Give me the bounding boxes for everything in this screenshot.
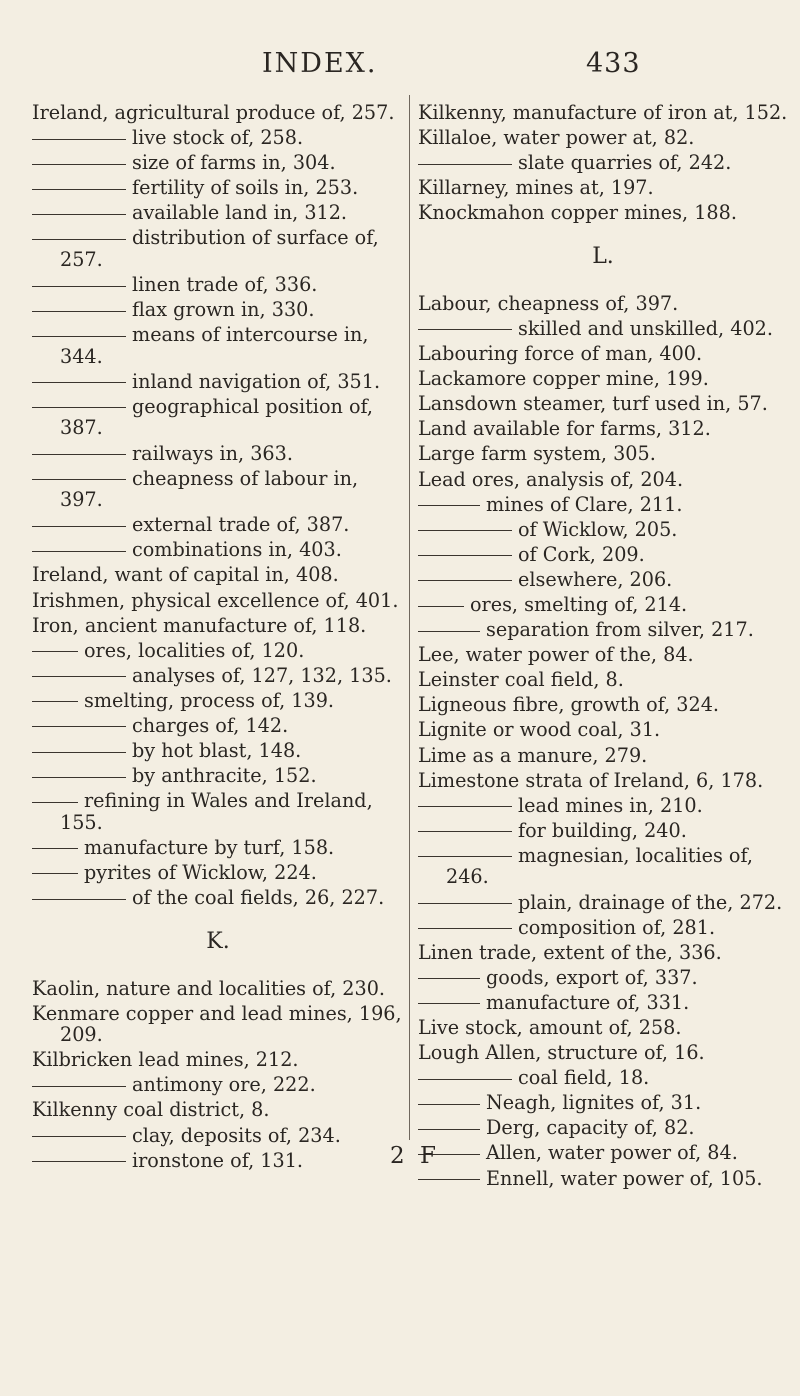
index-entry-text: antimony ore, 222. (132, 1073, 316, 1097)
index-entry (418, 343, 788, 365)
index-entry (418, 694, 788, 716)
index-entry (418, 942, 788, 964)
ditto-dash (32, 239, 126, 240)
index-entry-text: inland navigation of, 351. (132, 369, 381, 393)
section-letter: K. (206, 928, 230, 954)
index-entry-text: ores, localities of, 120. (84, 638, 305, 662)
page-header (0, 48, 800, 88)
index-entry (32, 1125, 404, 1147)
ditto-dash (418, 329, 512, 330)
index-entry-text: railways in, 363. (132, 441, 293, 465)
index-entry-text: Kilbricken lead mines, 212. (32, 1048, 299, 1072)
index-entry (418, 745, 788, 767)
index-entry-text: magnesian, localities of, 246. (446, 843, 753, 889)
ditto-dash (32, 1086, 126, 1087)
index-entry-text: coal field, 18. (518, 1066, 650, 1090)
index-entry (32, 590, 404, 612)
index-entry (32, 539, 404, 561)
index-entry-text: live stock of, 258. (132, 126, 304, 150)
index-entry (32, 740, 404, 762)
index-entry (32, 1099, 404, 1121)
index-entry-text: by hot blast, 148. (132, 739, 302, 763)
ditto-dash (32, 336, 126, 337)
index-entry-text: Large farm system, 305. (418, 442, 656, 466)
index-entry (32, 1049, 404, 1071)
index-entry-text: fertility of soils in, 253. (132, 176, 359, 200)
ditto-dash (32, 164, 126, 165)
index-entry-text: Kilkenny coal district, 8. (32, 1098, 270, 1122)
index-entry-text: Irishmen, physical excellence of, 401. (32, 588, 399, 612)
ditto-dash (418, 555, 512, 556)
index-entry (32, 690, 404, 712)
ditto-dash (32, 777, 126, 778)
ditto-dash (418, 1129, 480, 1130)
index-entry (418, 917, 788, 939)
index-entry (418, 1142, 788, 1164)
ditto-dash (418, 928, 512, 929)
index-entry-text: separation from silver, 217. (486, 618, 754, 642)
index-entry-text: mines of Clare, 211. (486, 492, 683, 516)
ditto-dash (418, 631, 480, 632)
index-entry (32, 790, 404, 833)
index-entry (32, 640, 404, 662)
index-entry-text: Kaolin, nature and localities of, 230. (32, 976, 386, 1000)
index-entry (418, 202, 788, 224)
index-entry (418, 393, 788, 415)
left-index-column (32, 102, 404, 1175)
index-entry-text: Kilkenny, manufacture of iron at, 152. (418, 101, 788, 124)
index-entry-text: of the coal fields, 26, 227. (132, 886, 385, 910)
index-entry-text: analyses of, 127, 132, 135. (132, 663, 392, 687)
ditto-dash (418, 606, 464, 607)
index-entry (32, 978, 404, 1000)
index-entry (32, 887, 404, 909)
ditto-dash (32, 189, 126, 190)
ditto-dash (32, 802, 78, 803)
ditto-dash (32, 214, 126, 215)
index-entry-text: refining in Wales and Ireland, 155. (60, 789, 373, 834)
index-entry (32, 564, 404, 586)
column-divider (409, 95, 410, 1140)
index-entry-text: lead mines in, 210. (518, 793, 703, 817)
ditto-dash (418, 505, 480, 506)
index-entry-text: Land available for farms, 312. (418, 417, 711, 441)
index-entry (418, 770, 788, 792)
index-entry (32, 324, 404, 367)
index-entry-text: Ireland, want of capital in, 408. (32, 563, 339, 587)
index-entry-text: Killaloe, water power at, 82. (418, 126, 695, 150)
ditto-dash (32, 526, 126, 527)
index-entry-text: means of intercourse in, 344. (60, 323, 369, 368)
index-entry-text: cheapness of labour in, 397. (60, 466, 359, 512)
index-entry (32, 715, 404, 737)
index-entry-text: Killarney, mines at, 197. (418, 176, 654, 200)
index-entry (418, 102, 788, 124)
index-entry-text: Derg, capacity of, 82. (486, 1116, 695, 1140)
ditto-dash (418, 978, 480, 979)
index-entry-text: elsewhere, 206. (518, 567, 673, 591)
index-entry (418, 152, 788, 174)
index-entry (418, 1042, 788, 1064)
ditto-dash (32, 726, 126, 727)
ditto-dash (32, 407, 126, 408)
ditto-dash (418, 831, 512, 832)
index-entry (32, 202, 404, 224)
index-entry (418, 569, 788, 591)
index-entry (418, 795, 788, 817)
section-letter: L. (592, 243, 614, 269)
index-entry-text: Ireland, agricultural produce of, 257. (32, 101, 395, 124)
index-entry-text: of Cork, 209. (518, 542, 645, 566)
ditto-dash (32, 139, 126, 140)
index-entry-text: Ligneous fibre, growth of, 324. (418, 693, 720, 717)
ditto-dash (418, 903, 512, 904)
ditto-dash (418, 1003, 480, 1004)
index-entry (32, 1150, 404, 1172)
index-entry (418, 1117, 788, 1139)
index-entry-text: distribution of surface of, 257. (60, 226, 379, 271)
index-entry-text: Lee, water power of the, 84. (418, 643, 694, 667)
index-entry (32, 468, 404, 511)
ditto-dash (418, 530, 512, 531)
index-entry (32, 396, 404, 439)
ditto-dash (32, 382, 126, 383)
index-entry (418, 293, 788, 315)
index-entry (32, 227, 404, 270)
index-entry-text: Ennell, water power of, 105. (486, 1166, 763, 1190)
index-entry (418, 719, 788, 741)
index-entry (418, 544, 788, 566)
index-entry-text: clay, deposits of, 234. (132, 1123, 341, 1147)
index-entry-text: Labouring force of man, 400. (418, 342, 703, 366)
index-entry (418, 845, 788, 888)
ditto-dash (32, 551, 126, 552)
index-entry-text: external trade of, 387. (132, 513, 350, 537)
index-entry (418, 1017, 788, 1039)
index-entry (32, 765, 404, 787)
index-entry (32, 615, 404, 637)
page-title: INDEX. (262, 48, 378, 79)
index-entry (32, 862, 404, 884)
index-entry-text: for building, 240. (518, 818, 687, 842)
index-entry (418, 368, 788, 390)
ditto-dash (32, 286, 126, 287)
index-entry (32, 1074, 404, 1096)
ditto-dash (418, 856, 512, 857)
index-entry (32, 837, 404, 859)
ditto-dash (32, 676, 126, 677)
index-entry-text: geographical position of, 387. (60, 394, 374, 440)
index-entry (32, 443, 404, 465)
index-entry (418, 594, 788, 616)
index-entry (418, 469, 788, 491)
index-entry (418, 177, 788, 199)
index-entry (418, 1092, 788, 1114)
index-entry (418, 669, 788, 691)
index-entry-text: charges of, 142. (132, 713, 289, 737)
index-entry-text: Allen, water power of, 84. (486, 1141, 738, 1165)
index-entry-text: by anthracite, 152. (132, 764, 317, 788)
index-entry-text: slate quarries of, 242. (518, 151, 732, 175)
index-entry-text: Lime as a manure, 279. (418, 743, 648, 767)
ditto-dash (32, 1161, 126, 1162)
index-entry-text: Linen trade, extent of the, 336. (418, 940, 722, 964)
index-entry-text: Live stock, amount of, 258. (418, 1016, 682, 1039)
index-entry-text: Lignite or wood coal, 31. (418, 718, 661, 742)
ditto-dash (418, 806, 512, 807)
ditto-dash (32, 873, 78, 874)
ditto-dash (418, 164, 512, 165)
ditto-dash (32, 1136, 126, 1137)
ditto-dash (32, 848, 78, 849)
index-entry (418, 1067, 788, 1089)
index-entry (418, 644, 788, 666)
index-entry (418, 519, 788, 541)
ditto-dash (32, 752, 126, 753)
index-entry-text: Labour, cheapness of, 397. (418, 291, 679, 315)
ditto-dash (32, 311, 126, 312)
printer-signature: 2 F (390, 1143, 440, 1169)
index-entry (418, 494, 788, 516)
index-entry (418, 820, 788, 842)
index-entry (418, 127, 788, 149)
ditto-dash (32, 479, 126, 480)
index-entry-text: ores, smelting of, 214. (470, 593, 688, 616)
index-entry (418, 418, 788, 440)
index-entry (32, 665, 404, 687)
index-entry (418, 318, 788, 340)
index-entry-text: smelting, process of, 139. (84, 688, 335, 712)
index-entry-text: of Wicklow, 205. (518, 517, 678, 541)
ditto-dash (418, 580, 512, 581)
index-entry-text: plain, drainage of the, 272. (518, 890, 783, 914)
index-entry-text: Lansdown steamer, turf used in, 57. (418, 392, 768, 416)
ditto-dash (32, 701, 78, 702)
index-entry-text: Knockmahon copper mines, 188. (418, 201, 737, 225)
index-entry (32, 1003, 404, 1046)
page-number: 433 (586, 48, 641, 79)
index-entry (418, 443, 788, 465)
ditto-dash (418, 1179, 480, 1180)
index-entry-text: Lead ores, analysis of, 204. (418, 467, 684, 491)
index-entry (32, 102, 404, 124)
index-entry-text: Iron, ancient manufacture of, 118. (32, 613, 367, 637)
ditto-dash (32, 651, 78, 652)
index-entry-text: Neagh, lignites of, 31. (486, 1091, 702, 1115)
index-entry-text: Lough Allen, structure of, 16. (418, 1041, 705, 1065)
index-entry-text: manufacture by turf, 158. (84, 835, 335, 859)
index-entry (32, 152, 404, 174)
index-entry-text: goods, export of, 337. (486, 965, 698, 989)
index-entry (32, 177, 404, 199)
index-entry-text: flax grown in, 330. (132, 298, 315, 322)
index-entry (418, 992, 788, 1014)
index-entry (32, 127, 404, 149)
index-entry (418, 1168, 788, 1190)
index-entry (32, 514, 404, 536)
right-index-column (418, 102, 788, 1193)
index-entry-text: manufacture of, 331. (486, 990, 690, 1014)
index-entry-text: size of farms in, 304. (132, 151, 336, 175)
ditto-dash (418, 1104, 480, 1105)
index-entry (418, 967, 788, 989)
index-entry (418, 619, 788, 641)
index-entry-text: available land in, 312. (132, 201, 348, 225)
index-entry-text: ironstone of, 131. (132, 1148, 304, 1172)
index-entry-text: skilled and unskilled, 402. (518, 316, 773, 340)
index-entry-text: linen trade of, 336. (132, 273, 318, 297)
index-entry (418, 892, 788, 914)
index-entry-text: composition of, 281. (518, 915, 716, 939)
index-entry-text: pyrites of Wicklow, 224. (84, 860, 317, 884)
index-entry-text: Lackamore copper mine, 199. (418, 367, 709, 391)
ditto-dash (32, 454, 126, 455)
index-entry-text: combinations in, 403. (132, 538, 342, 562)
ditto-dash (418, 1079, 512, 1080)
index-entry (32, 371, 404, 393)
index-entry (32, 299, 404, 321)
index-entry-text: Limestone strata of Ireland, 6, 178. (418, 768, 764, 792)
ditto-dash (32, 899, 126, 900)
index-entry (32, 274, 404, 296)
index-entry-text: Kenmare copper and lead mines, 196, 209. (32, 1001, 402, 1047)
index-entry-text: Leinster coal field, 8. (418, 668, 624, 692)
